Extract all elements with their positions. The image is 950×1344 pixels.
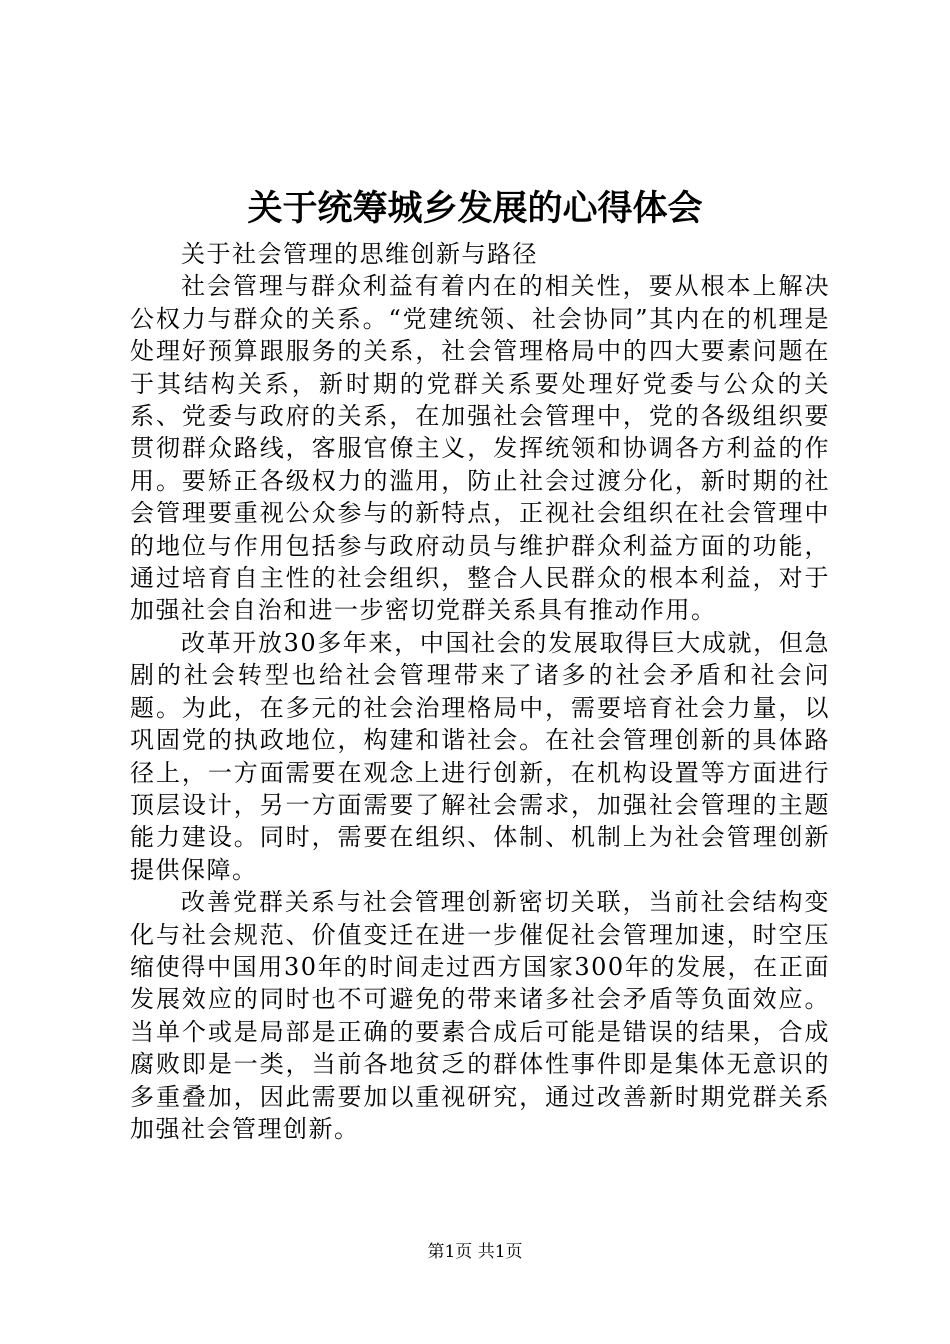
paragraph: 改善党群关系与社会管理创新密切关联，当前社会结构变化与社会规范、价值变迁在进一步催促社会管理加速，时空压缩使得中国用30年的时间走过西方国家300年的发展，在正面发展效应的同时也不可避免的带来诸多社会矛盾等负面效应。当单个或是局部是正确的要素合成后可能是错误的结果，合成腐败即是一类，当前各地贫乏的群体性事件即是集体无意识的多重叠加，因此需要加以重视研究，通过改善新时期党群关系加强社会管理创新。	[130, 888, 830, 1143]
paragraph: 社会管理与群众利益有着内在的相关性，要从根本上解决公权力与群众的关系。“党建统领、社会协同”其内在的机理是处理好预算跟服务的关系，社会管理格局中的四大要素问题在于其结构关系，新时期的党群关系要处理好党委与公众的关系、党委与政府的关系，在加强社会管理中，党的各级组织要贯彻群众路线，客服官僚主义，发挥统领和协调各方利益的作用。要矫正各级权力的滥用，防止社会过渡分化，新时期的社会管理要重视公众参与的新特点，正视社会组织在社会管理中的地位与作用包括参与政府动员与维护群众利益方面的功能，通过培育自主性的社会组织，整合人民群众的根本利益，对于加强社会自治和进一步密切党群关系具有推动作用。	[130, 272, 830, 625]
document-body	[130, 238, 830, 1145]
paragraph: 改革开放30多年来，中国社会的发展取得巨大成就，但急剧的社会转型也给社会管理带来了诸多的社会矛盾和社会问题。为此，在多元的社会治理格局中，需要培育社会力量，以巩固党的执政地位，构建和谐社会。在社会管理创新的具体路径上，一方面需要在观念上进行创新，在机构设置等方面进行顶层设计，另一方面需要了解社会需求，加强社会管理的主题能力建设。同时，需要在组织、体制、机制上为社会管理创新提供保障。	[130, 628, 830, 884]
document-title: 关于统筹城乡发展的心得体会	[247, 189, 703, 229]
paragraph-subtitle: 关于社会管理的思维创新与路径	[181, 240, 538, 268]
page-footer: 第1页 共1页	[427, 1242, 523, 1262]
